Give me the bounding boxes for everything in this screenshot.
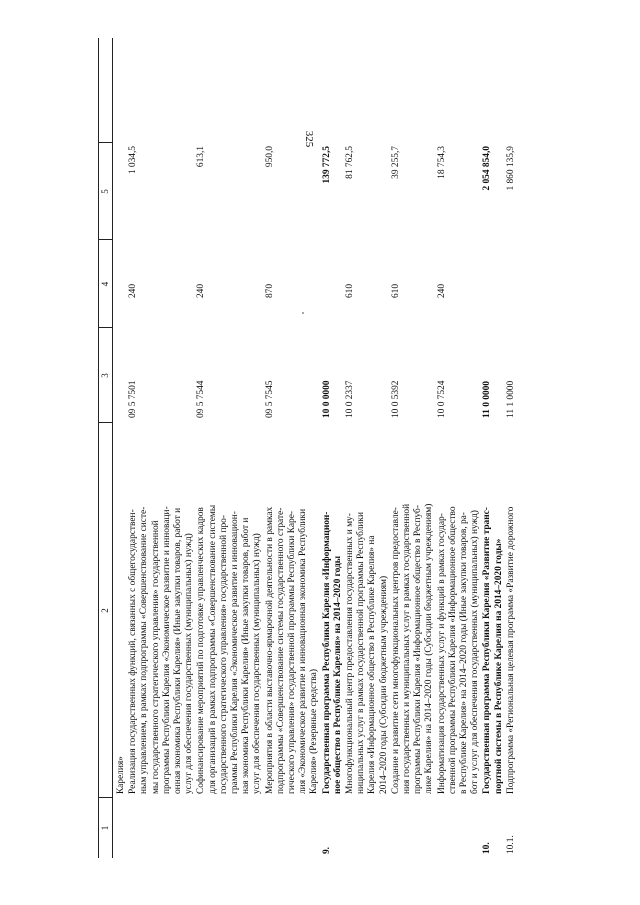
row-description-line: Многофункциональный центр предоставления государственных и му- xyxy=(345,513,355,794)
row-amount: 18 754,3 xyxy=(436,146,447,179)
row-target-code: 10 0 5392 xyxy=(390,380,401,418)
row-amount: 139 772,5 xyxy=(321,146,332,184)
row-amount: 1 860 135,9 xyxy=(505,146,516,191)
row-description-line: Государственная программа Республики Карелия «Развитие транс- xyxy=(482,507,493,794)
row-description-line: в Республике Карелия» на 2014–2020 годы (Иные закупки товаров, ра- xyxy=(458,512,469,794)
row-expense-kind: 610 xyxy=(390,283,401,298)
row-description-line: для организаций в рамках подпрограммы «Совершенствование системы xyxy=(207,504,218,794)
table-row xyxy=(196,38,263,858)
row-description-line: портной системы в Республике Карелия на 2014–2020 годы» xyxy=(493,538,504,794)
row-description-line: лия «Экономическое развитие и инновационная экономика Республики xyxy=(298,508,309,794)
row-amount: 1 034,5 xyxy=(128,146,139,175)
row-amount: 2 054 854,0 xyxy=(482,146,493,191)
table-row xyxy=(128,38,195,858)
row-description-line: гического управления» государственной программы Республики Каре- xyxy=(286,510,297,794)
row-number: 10. xyxy=(482,842,493,854)
page-number: 325 xyxy=(303,130,315,148)
row-description-line: мы государственного стратегического управления» государственной xyxy=(150,520,161,794)
row-description-line: ным управлением, в рамках подпрограммы «Совершенствование систе- xyxy=(139,506,150,794)
row-description-line: Государственная программа Республики Карелия «Информацион- xyxy=(321,511,332,794)
row-expense-kind: 870 xyxy=(264,283,275,298)
table-row xyxy=(482,38,504,858)
table-row xyxy=(391,38,436,858)
row-target-code: 09 5 7544 xyxy=(196,380,207,418)
table-row xyxy=(265,38,321,858)
header-col-3: 3 xyxy=(100,373,110,378)
row-description-line: ственной программы Республики Карелия «Информационное общество xyxy=(447,506,458,794)
table-row xyxy=(437,38,482,858)
row-description-line: Софинансирование мероприятий по подготовке управленческих кадров xyxy=(196,507,207,794)
row-description-line: лике Карелия» на 2014–2020 годы (Субсидии бюджетным учреждениям) xyxy=(424,503,435,794)
row-target-code: 11 1 0000 xyxy=(505,380,516,418)
row-description-line: услуг для обеспечения государственных (муниципальных) нужд) xyxy=(184,533,195,794)
table-row xyxy=(322,38,344,858)
row-description-line: ниципальных услуг в рамках государственной программы Республики xyxy=(356,512,367,794)
row-description-line: ная экономика Республики Карелия» (Иные закупки товаров, работ и xyxy=(241,517,252,794)
row-number: 10.1. xyxy=(505,835,516,854)
header-col-2: 2 xyxy=(100,608,110,613)
row-expense-kind: 240 xyxy=(436,283,447,298)
row-description-line: государственного стратегического управления» государственной про- xyxy=(218,515,229,794)
row-description-line: 2014–2020 годы (Субсидии бюджетным учреждениям) xyxy=(378,575,389,794)
row-description-line: услуг для обеспечения государственных (муниципальных) нужд) xyxy=(252,533,263,794)
row-target-code: 11 0 0000 xyxy=(482,381,493,418)
row-description-line: Карелия «Информационное общество в Республике Карелия» на xyxy=(367,535,378,794)
row-target-code: 10 0 7524 xyxy=(436,380,447,418)
row-description-line: программы Республики Карелия «Экономическое развитие и инновaци- xyxy=(161,506,172,794)
row-description-line: граммы Республики Карелия «Экономическое развитие и инновацион- xyxy=(229,511,240,794)
row-description-line: подпрограммы «Совершенствование системы государственного страте- xyxy=(275,507,286,794)
header-col-5: 5 xyxy=(100,189,110,194)
row-target-code: 09 5 7545 xyxy=(264,380,275,418)
table-row xyxy=(506,38,517,858)
table-row xyxy=(345,38,390,858)
header-col-4: 4 xyxy=(100,281,110,287)
row-description-line: онная экономика Республики Карелия» (Иные закупки товаров, работ и xyxy=(172,507,183,794)
header-bottom-border xyxy=(112,38,113,858)
row-description-line: Карелия» (Резервные средства) xyxy=(309,669,320,794)
row-description-line: Информатизация государственных услуг и функций в рамках государ- xyxy=(436,513,447,794)
row-amount: 613,1 xyxy=(196,146,207,168)
row-expense-kind: 610 xyxy=(345,283,355,298)
row-amount: 950,0 xyxy=(264,146,275,168)
row-target-code: 09 5 7501 xyxy=(128,380,139,418)
row-target-code: 10 0 2337 xyxy=(345,380,355,418)
budget-table xyxy=(98,38,531,858)
row-amount: 39 255,7 xyxy=(390,146,401,179)
row-number: 9. xyxy=(321,846,332,854)
row-description-line: Мероприятия в области выставочно-ярмарочной деятельности в рамках xyxy=(264,506,275,794)
row-description-line: ное общество в Республике Карелия» на 2014–2020 годы xyxy=(332,555,343,794)
row-description-line: Подпрограмма «Региональная целевая программа «Развитие дорожного xyxy=(505,506,516,794)
row-expense-kind: 240 xyxy=(196,283,207,298)
table-row xyxy=(116,38,127,858)
row-description-line: Реализация государственных функций, связанных с общегосударствен- xyxy=(128,509,139,794)
header-col-1: 1 xyxy=(100,825,110,831)
row-description-line: бот и услуг для обеспечения государственных (муниципальных) нужд) xyxy=(470,510,481,794)
row-target-code: 10 0 0000 xyxy=(321,380,332,418)
row-description-line: программы Республики Карелия «Информационное общество в Респуб- xyxy=(413,505,424,794)
row-expense-kind: 240 xyxy=(128,283,139,298)
row-description-line: Карелия» xyxy=(116,756,126,794)
row-amount: 81 762,5 xyxy=(345,146,355,179)
row-description-line: Создание и развитие сети многофункциональных центров предоставле- xyxy=(390,507,401,794)
row-description-line: ния государственных и муниципальных услуг в рамках государственной xyxy=(401,503,412,794)
